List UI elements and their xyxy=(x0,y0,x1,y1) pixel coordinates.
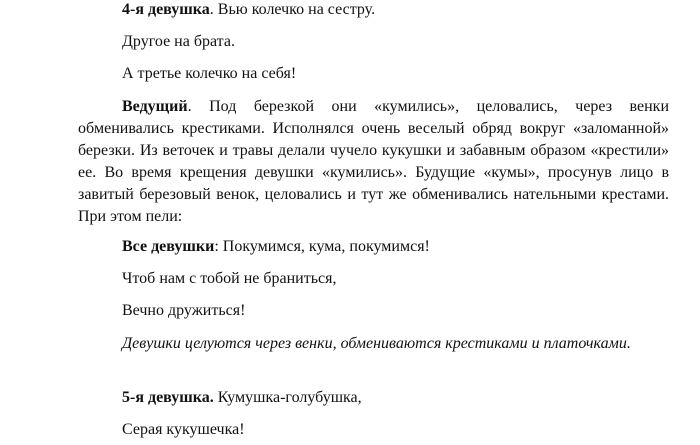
paragraph xyxy=(122,1,375,19)
paragraph-text: . Вью колечко на сестру. xyxy=(209,1,376,18)
paragraph xyxy=(122,238,430,256)
paragraph-text: . Под березкой они «кумились», целовались, через венки обменивались крестиками. Исполнялся очень веселый обряд вокруг «заломанной» березки. Из веточек и травы делали чучело кукушки и забавным образом «крестили» ее. Во время крещения девушки «кумились». Будущие «кумы», просунув лицо в завитый березовый венок, целовались и тут же обменивались нательными крестами. При этом пели: xyxy=(78,98,669,225)
paragraph xyxy=(122,389,362,407)
paragraph-text: Другое на брата. xyxy=(122,33,235,50)
paragraph xyxy=(122,33,235,51)
paragraph-text: Кумушка-голубушка, xyxy=(213,389,362,406)
paragraph-text: : Покумимся, кума, покумимся! xyxy=(214,238,430,255)
paragraph-text: Серая кукушечка! xyxy=(122,421,245,438)
speaker-label: 4-я девушка xyxy=(122,1,210,18)
stage-direction-text: Девушки целуются через венки, обмениваются крестиками и платочками. xyxy=(122,335,631,352)
speaker-label: Все девушки xyxy=(122,238,215,255)
paragraph-text: А третье колечко на себя! xyxy=(122,65,297,82)
paragraph xyxy=(122,302,245,320)
paragraph-text: Чтоб нам с тобой не браниться, xyxy=(122,270,337,287)
narrator-paragraph xyxy=(78,96,669,228)
paragraph xyxy=(122,270,336,288)
paragraph xyxy=(122,65,296,83)
paragraph-text: Вечно дружиться! xyxy=(122,302,246,319)
speaker-label: Ведущий xyxy=(122,98,188,115)
speaker-label: 5-я девушка. xyxy=(122,389,214,406)
stage-direction xyxy=(78,333,669,355)
paragraph xyxy=(122,421,245,439)
